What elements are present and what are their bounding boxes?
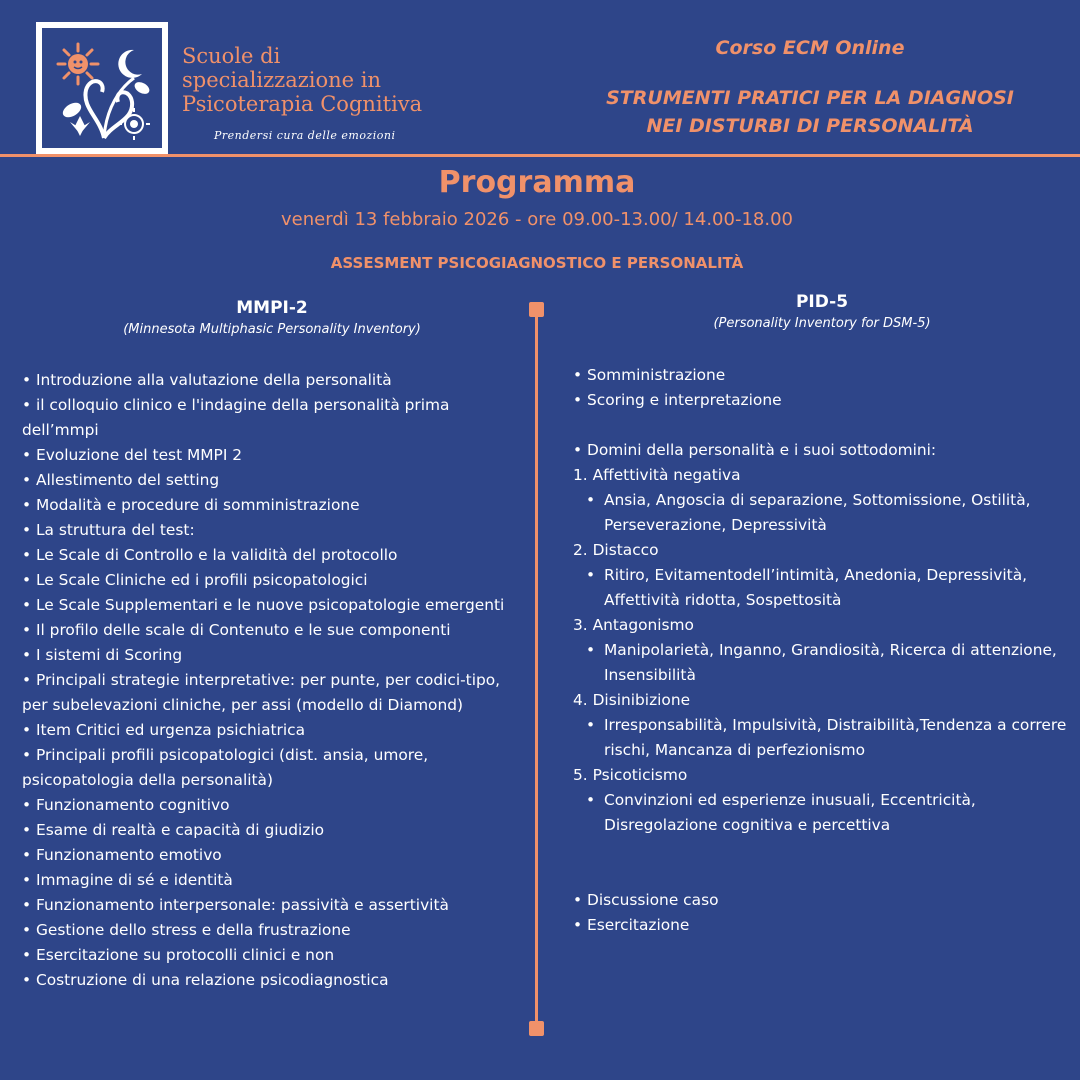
pid5-intro-item: • Somministrazione — [573, 366, 726, 384]
mmpi-topic-item: • il colloquio clinico e l'indagine della personalità prima dell’mmpi — [22, 396, 450, 439]
brand-name — [182, 44, 452, 148]
mmpi-topic-item: • Il profilo delle scale di Contenuto e le sue componenti — [22, 621, 451, 639]
pid5-domain-subdomains: • Ritiro, Evitamentodell’intimità, Anedonia, Depressività, Affettività ridotta, Sospettosità — [586, 566, 1028, 609]
brand-line-1: Scuole di — [182, 44, 281, 68]
mmpi-heading: MMPI-2 — [236, 298, 308, 318]
pid5-subtitle: (Personality Inventory for DSM-5) — [713, 316, 931, 331]
pid5-outro-item: • Esercitazione — [573, 916, 690, 934]
mmpi-topic-item: • Funzionamento cognitivo — [22, 796, 230, 814]
mmpi-topic-item: • I sistemi di Scoring — [22, 646, 183, 664]
brand-line-2: specializzazione in — [182, 68, 382, 92]
mmpi-topic-item: • Gestione dello stress e della frustrazione — [22, 921, 351, 939]
mmpi-topic-item: • Evoluzione del test MMPI 2 — [22, 446, 243, 464]
mmpi-topic-item: • Le Scale Cliniche ed i profili psicopatologici — [22, 571, 368, 589]
mmpi-topic-item: • Principali profili psicopatologici (dist. ansia, umore, psicopatologia della personalità) — [22, 746, 429, 789]
mmpi-topic-item: • Esame di realtà e capacità di giudizio — [22, 821, 325, 839]
sun-flower-icon — [42, 28, 162, 148]
pid5-domain-subdomains: • Ansia, Angoscia di separazione, Sottomissione, Ostilità, Perseverazione, Depressività — [586, 491, 1031, 534]
pid5-domain-name: 3. Antagonismo — [573, 616, 694, 634]
pid5-heading: PID-5 — [795, 292, 849, 312]
pid5-topic-list — [573, 363, 1073, 938]
brand-tagline: Prendersi cura delle emozioni — [214, 129, 396, 142]
mmpi-topic-item: • Esercitazione su protocolli clinici e non — [22, 946, 335, 964]
pid5-header — [572, 290, 1072, 334]
pid5-domain-name: 1. Affettività negativa — [573, 466, 741, 484]
mmpi-header — [22, 296, 522, 340]
mmpi-subtitle: (Minnesota Multiphasic Personality Inventory) — [123, 322, 421, 337]
mmpi-topic-item: • Le Scale Supplementari e le nuove psicopatologie emergenti — [22, 596, 505, 614]
program-date: venerdì 13 febbraio 2026 - ore 09.00-13.00/ 14.00-18.00 — [281, 209, 793, 230]
mmpi-topic-item: • Modalità e procedure di somministrazione — [22, 496, 360, 514]
mmpi-topic-item: • Immagine di sé e identità — [22, 871, 233, 889]
program-section: ASSESMENT PSICOGIAGNOSTICO E PERSONALITÀ — [330, 254, 744, 272]
pid5-domain-subdomains: • Manipolarietà, Inganno, Grandiosità, Ricerca di attenzione, Insensibilità — [586, 641, 1057, 684]
pid5-outro-item: • Discussione caso — [573, 891, 719, 909]
mmpi-topic-list — [22, 368, 522, 993]
divider-cap-bottom — [529, 1021, 544, 1036]
program-title: Programma — [438, 165, 636, 200]
course-title-line-2: NEI DISTURBI DI PERSONALITÀ — [646, 115, 974, 137]
mmpi-topic-item: • La struttura del test: — [22, 521, 195, 539]
brand-line-3: Psicoterapia Cognitiva — [182, 92, 423, 116]
divider-cap-top — [529, 302, 544, 317]
logo — [36, 22, 168, 154]
course-title-line-1: STRUMENTI PRATICI PER LA DIAGNOSI — [606, 87, 1014, 109]
mmpi-topic-item: • Introduzione alla valutazione della personalità — [22, 371, 392, 389]
pid5-domain-name: 5. Psicoticismo — [573, 766, 688, 784]
pid5-domain-name: 4. Disinibizione — [573, 691, 691, 709]
mmpi-topic-item: • Funzionamento emotivo — [22, 846, 222, 864]
pid5-domain-subdomains: • Convinzioni ed esperienze inusuali, Eccentricità, Disregolazione cognitiva e percettiva — [586, 791, 976, 834]
mmpi-topic-item: • Principali strategie interpretative: per punte, per codici-tipo, per subelevazioni cliniche, per assi (modello di Diamond) — [22, 671, 501, 714]
logo-emblem — [42, 28, 162, 148]
mmpi-topic-item: • Costruzione di una relazione psicodiagnostica — [22, 971, 389, 989]
mmpi-topic-item: • Item Critici ed urgenza psichiatrica — [22, 721, 306, 739]
course-label: Corso ECM Online — [715, 37, 905, 59]
pid5-domain-name: 2. Distacco — [573, 541, 659, 559]
mmpi-topic-item: • Le Scale di Controllo e la validità del protocollo — [22, 546, 398, 564]
pid5-domain-subdomains: • Irresponsabilità, Impulsività, Distraibilità,Tendenza a correre rischi, Mancanza di perfezionismo — [586, 716, 1067, 759]
pid5-intro-item: • Scoring e interpretazione — [573, 391, 782, 409]
course-header — [560, 34, 1060, 140]
pid5-domains-title: • Domini della personalità e i suoi sottodomini: — [573, 441, 937, 459]
mmpi-topic-item: • Funzionamento interpersonale: passività e assertività — [22, 896, 449, 914]
column-divider — [535, 308, 538, 1030]
header-divider — [0, 154, 1080, 157]
mmpi-topic-item: • Allestimento del setting — [22, 471, 220, 489]
